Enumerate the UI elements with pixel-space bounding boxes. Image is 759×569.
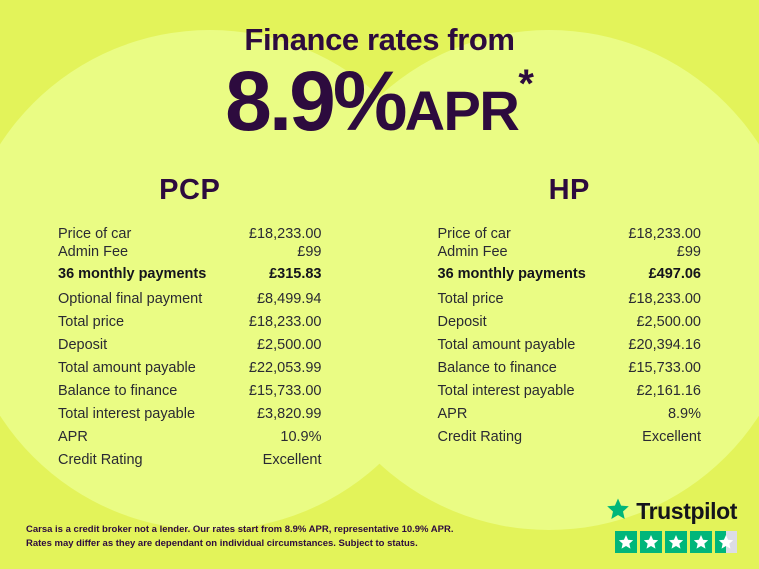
table-row (58, 357, 322, 380)
row-value: £22,053.99 (248, 360, 322, 377)
row-label: Balance to finance (437, 360, 557, 377)
row-label: Balance to finance (58, 383, 178, 400)
rate-asterisk: * (518, 62, 534, 106)
row-value: £15,733.00 (628, 360, 701, 377)
row-label: Admin Fee (58, 243, 129, 260)
trustpilot-name: Trustpilot (636, 498, 737, 524)
row-label: Total amount payable (58, 360, 196, 377)
trustpilot-rating-stars (606, 531, 737, 553)
table-row (438, 311, 702, 334)
rating-star-3-icon (665, 531, 687, 553)
row-value: £18,233.00 (248, 225, 322, 242)
row-label: Credit Rating (437, 429, 523, 446)
row-label: Total interest payable (437, 383, 575, 400)
headline-rate (0, 54, 759, 148)
row-label: APR (58, 429, 88, 446)
row-label: Optional final payment (58, 291, 203, 308)
row-label: 36 monthly payments (58, 265, 207, 282)
table-row (438, 426, 702, 449)
row-value: £8,499.94 (256, 291, 322, 308)
table-row (58, 288, 322, 311)
row-value: £497.06 (648, 265, 701, 282)
table-row-highlight (58, 261, 322, 288)
row-label: Price of car (437, 225, 511, 242)
row-value: 8.9% (667, 406, 701, 423)
rating-star-2-icon (640, 531, 662, 553)
row-label: Total price (437, 291, 504, 308)
row-label: Total price (58, 314, 125, 331)
row-value: £315.83 (269, 265, 322, 282)
row-label: 36 monthly payments (437, 265, 586, 282)
rating-star-1-icon (615, 531, 637, 553)
finance-column-hp (380, 174, 759, 472)
table-row (58, 449, 322, 472)
trustpilot-wordmark (606, 497, 737, 526)
row-label: Total interest payable (58, 406, 196, 423)
rate-value: 8.9% (225, 54, 405, 148)
table-row-highlight (438, 261, 702, 288)
row-label: APR (437, 406, 468, 423)
disclaimer-line-1: Carsa is a credit broker not a lender. Our rates start from 8.9% APR, representative 10.9% APR. (26, 524, 454, 536)
row-label: Deposit (437, 314, 487, 331)
table-row (58, 311, 322, 334)
rating-star-4-icon (690, 531, 712, 553)
page-title: Finance rates from (244, 22, 515, 57)
row-value: £2,500.00 (636, 314, 701, 331)
column-title-hp: HP (548, 173, 590, 206)
row-value: £99 (676, 243, 701, 260)
table-row (58, 334, 322, 357)
row-value: £18,233.00 (628, 225, 701, 242)
row-label: Total amount payable (437, 337, 576, 354)
comparison-columns (0, 174, 759, 472)
rating-star-5-half-icon (715, 531, 737, 553)
row-label: Admin Fee (437, 243, 508, 260)
table-row (438, 243, 702, 261)
disclaimer-line-2: Rates may differ as they are dependant on individual circumstances. Subject to status. (26, 538, 418, 550)
table-row (438, 403, 702, 426)
table-row (438, 288, 702, 311)
row-value: £2,500.00 (256, 337, 322, 354)
row-label: Deposit (58, 337, 108, 354)
row-value: £15,733.00 (248, 383, 322, 400)
row-value: Excellent (262, 452, 322, 469)
disclaimer (26, 523, 454, 551)
trustpilot-star-icon (606, 497, 630, 526)
row-value: £18,233.00 (248, 314, 322, 331)
column-title-pcp: PCP (159, 173, 221, 206)
row-value: £99 (297, 243, 322, 260)
trustpilot-badge[interactable] (606, 497, 737, 553)
row-label: Credit Rating (58, 452, 143, 469)
finance-column-pcp (0, 174, 380, 472)
table-row (438, 380, 702, 403)
row-value: 10.9% (280, 429, 322, 446)
row-value: Excellent (642, 429, 701, 446)
row-label: Price of car (58, 225, 132, 242)
table-row (58, 243, 322, 261)
table-row (438, 225, 702, 243)
table-row (58, 225, 322, 243)
row-value: £2,161.16 (636, 383, 701, 400)
table-row (58, 380, 322, 403)
row-value: £3,820.99 (256, 406, 322, 423)
rate-unit: APR (404, 79, 519, 142)
table-row (58, 426, 322, 449)
row-value: £20,394.16 (628, 337, 701, 354)
row-value: £18,233.00 (628, 291, 701, 308)
table-row (438, 357, 702, 380)
table-row (438, 334, 702, 357)
table-row (58, 403, 322, 426)
